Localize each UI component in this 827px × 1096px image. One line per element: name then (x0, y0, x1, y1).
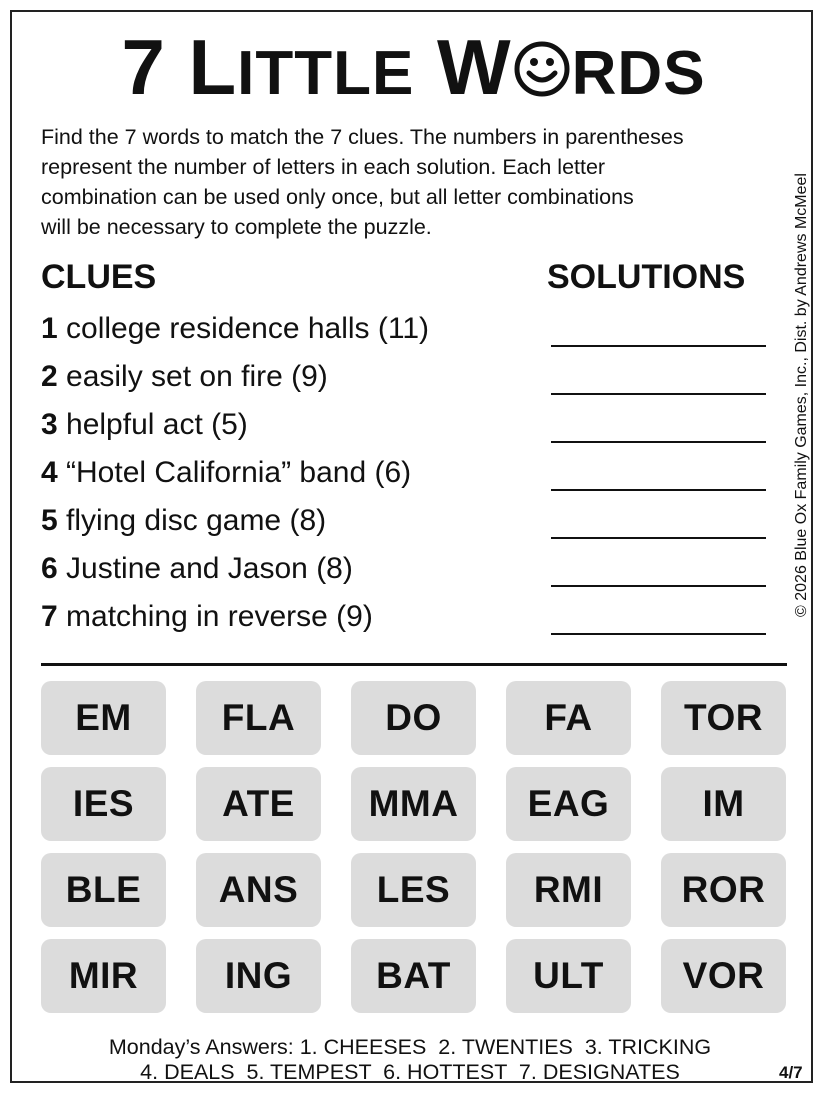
section-divider (41, 663, 787, 666)
clue-text: matching in reverse (9) (57, 600, 373, 633)
clue-number: 7 (41, 600, 58, 633)
letter-tile[interactable]: BLE (41, 853, 166, 927)
solution-blank-7[interactable] (551, 633, 766, 635)
letter-tile[interactable]: ATE (196, 767, 321, 841)
letter-tile[interactable]: VOR (661, 939, 786, 1013)
clues-heading: CLUES (41, 258, 157, 296)
instructions-text: Find the 7 words to match the 7 clues. The numbers in parentheses represent the number of letters in each solution. Each letter combination can be used only once, but all letter combinations will be necessary to complete the puzzle. (41, 125, 684, 239)
solution-blank-5[interactable] (551, 537, 766, 539)
letter-tile[interactable]: RMI (506, 853, 631, 927)
letter-tile[interactable]: DO (351, 681, 476, 755)
clue-text: “Hotel California” band (6) (57, 456, 412, 489)
solutions-heading: SOLUTIONS (547, 258, 746, 296)
title-part-ittle: ITTLE (237, 39, 415, 108)
clue-number: 4 (41, 456, 58, 489)
previous-answers (60, 1035, 760, 1085)
letter-tile[interactable]: IES (41, 767, 166, 841)
clue-3 (41, 408, 248, 442)
letter-tile[interactable]: LES (351, 853, 476, 927)
title-part-rds: RDS (571, 39, 706, 108)
clue-7 (41, 600, 373, 634)
letter-tile[interactable]: MIR (41, 939, 166, 1013)
clue-number: 1 (41, 312, 58, 345)
letter-tile[interactable]: MMA (351, 767, 476, 841)
letter-tile[interactable]: ANS (196, 853, 321, 927)
clue-1 (41, 312, 429, 346)
solution-blank-4[interactable] (551, 489, 766, 491)
solution-blank-2[interactable] (551, 393, 766, 395)
letter-tile[interactable]: ROR (661, 853, 786, 927)
letter-tile[interactable]: IM (661, 767, 786, 841)
clue-text: easily set on fire (9) (57, 360, 328, 393)
clue-4 (41, 456, 411, 490)
letter-tile[interactable]: FA (506, 681, 631, 755)
solution-blank-6[interactable] (551, 585, 766, 587)
copyright-notice: © 2026 Blue Ox Family Games, Inc., Dist. by Andrews McMeel (793, 173, 810, 617)
letter-tile[interactable]: ING (196, 939, 321, 1013)
previous-answers-line-2: 4. DEALS 5. TEMPEST 6. HOTTEST 7. DESIGNATES (140, 1060, 680, 1084)
clue-number: 6 (41, 552, 58, 585)
clue-6 (41, 552, 353, 586)
letter-tile[interactable]: TOR (661, 681, 786, 755)
puzzle-title (0, 23, 827, 111)
puzzle-date: 4/7 (779, 1063, 803, 1082)
clue-number: 5 (41, 504, 58, 537)
title-part-seven-l: 7 L (121, 23, 238, 111)
clue-2 (41, 360, 328, 394)
letter-tile[interactable]: EM (41, 681, 166, 755)
previous-answers-line-1: Monday’s Answers: 1. CHEESES 2. TWENTIES 3. TRICKING (108, 1035, 712, 1059)
clue-number: 3 (41, 408, 58, 441)
letter-tile[interactable]: EAG (506, 767, 631, 841)
letter-tile[interactable]: ULT (506, 939, 631, 1013)
letter-tile[interactable]: BAT (351, 939, 476, 1013)
solution-blank-3[interactable] (551, 441, 766, 443)
solution-blank-1[interactable] (551, 345, 766, 347)
smiley-face-icon (513, 32, 571, 110)
title-part-w: W (414, 23, 512, 111)
clue-5 (41, 504, 326, 538)
clue-text: flying disc game (8) (57, 504, 327, 537)
clue-number: 2 (41, 360, 58, 393)
clue-text: college residence halls (11) (57, 312, 429, 345)
clue-text: Justine and Jason (8) (57, 552, 353, 585)
clue-text: helpful act (5) (57, 408, 248, 441)
letter-tile[interactable]: FLA (196, 681, 321, 755)
